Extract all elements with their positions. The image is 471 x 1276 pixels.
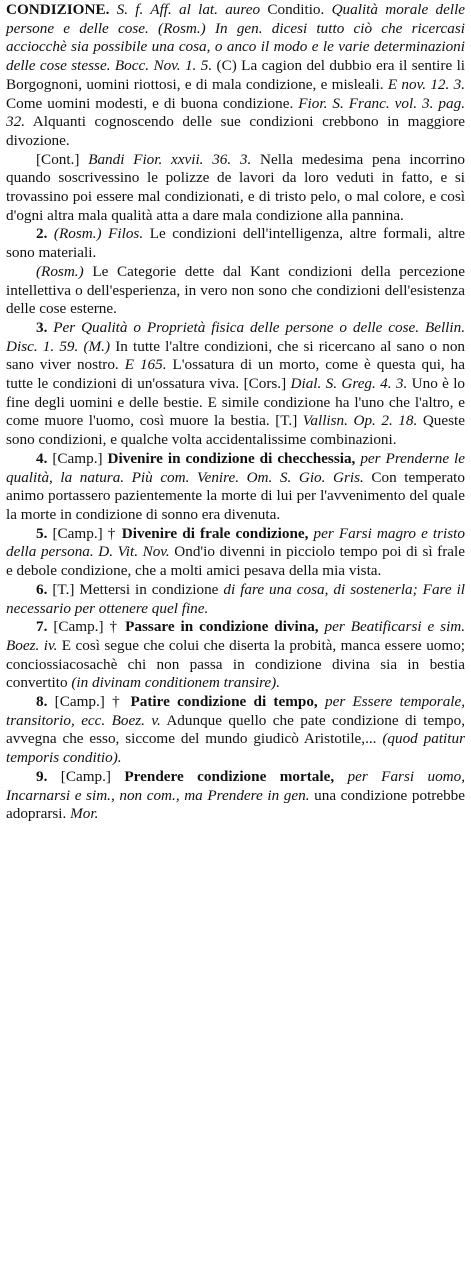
quotation: E così segue che colui che diserta la probità, manca essere uomo; conciossiacosachè chi non passa in condizione divina sia in bestia convertito	[6, 636, 466, 692]
definition-1b: In gen. dicesi tutto ciò che ricercasi acciocchè sia possibile una cosa, o anco il modo e le varie determinazioni delle cose stesse.	[6, 19, 466, 75]
section-8	[6, 693, 465, 768]
phrase: Passare in condizione divina,	[125, 618, 319, 636]
citation: Fior. S. Franc. vol. 3. pag. 32.	[6, 94, 465, 131]
latin-gloss: (in divinam conditionem transire).	[71, 674, 281, 692]
tag: [Camp.]	[52, 524, 103, 542]
definition: per Farsi uomo, Incarnarsi e sim., non com., ma Prendere	[6, 767, 466, 804]
tag: [Cors.]	[243, 375, 287, 393]
text: una condizione potrebbe adoprarsi.	[6, 786, 466, 823]
citation: E nov. 12. 3.	[387, 75, 466, 93]
definition: per Essere temporale, transitorio, ecc.	[6, 693, 466, 729]
section-9	[6, 768, 465, 824]
quotation: La cagion del dubbio era il sentire li Borgognoni, uomini riottosi, e di mala condizione, e misleali.	[6, 57, 466, 93]
citation: Dial. S. Greg. 4. 3.	[290, 375, 408, 393]
label: Filos.	[108, 225, 144, 243]
citation: Om. S. Gio. Gris.	[246, 468, 364, 486]
section-2	[6, 225, 465, 262]
section-4	[6, 450, 465, 525]
quotation: Queste sono condizioni, e qualche volta accidentalissime combinazioni.	[6, 412, 465, 449]
citation: Mor.	[70, 805, 99, 823]
definition-2: in gen.	[267, 786, 310, 804]
section-3	[6, 319, 465, 450]
source: (Rosm.)	[36, 262, 84, 280]
quotation: Con temperato animo portassero pazientemente la morte di lui per l'avvenimento del quale la morte in condizione di sonno era divenuta.	[6, 468, 465, 523]
quotation: Come uomini modesti, e di buona condizione.	[6, 94, 294, 112]
definition: per Farsi magro e tristo della persona.	[6, 524, 465, 561]
citation: Vallisn. Op. 2. 18.	[302, 412, 418, 430]
citation: Bellin. Disc. 1. 59.	[6, 318, 466, 355]
citation: E 165.	[124, 356, 167, 374]
phrase: Mettersi in condizione	[79, 580, 219, 598]
section-7	[6, 618, 465, 693]
tag: [Cont.]	[36, 150, 80, 168]
quotation: Uno è lo fine degli uomini e delle bestie. E simile condizione ha l'uno che l'altro, e come muore l'uomo, così muore la bestia.	[6, 375, 466, 430]
latin-gloss: (quod patitur temporis conditio).	[6, 730, 465, 767]
section-number: 4.	[36, 449, 48, 467]
headword: CONDIZIONE.	[6, 1, 110, 18]
section-5	[6, 525, 465, 581]
dagger-mark: †	[107, 524, 117, 542]
citation: Boez. iv.	[6, 636, 58, 654]
definition: Per Qualità o Proprietà fisica delle persone o delle cose.	[53, 318, 420, 336]
section-number: 8.	[36, 693, 48, 711]
phrase: Divenire di frale condizione,	[121, 524, 309, 542]
tag: [Camp.]	[60, 767, 111, 785]
section-number: 9.	[36, 767, 48, 785]
tag: (C)	[216, 57, 237, 75]
latin-origin: Conditio.	[267, 1, 325, 18]
entry-cont	[6, 151, 465, 226]
quotation: Ond'io divenni in picciolo tempo poi di sì frale e debole condizione, che a molti amici pesava della mia vista.	[6, 543, 466, 580]
section-number: 6.	[36, 580, 48, 598]
quotation: In tutte l'altre condizioni, che si ricercano al sano o non sano viver nostro.	[6, 337, 466, 374]
entry-main	[6, 1, 465, 151]
text: Le condizioni dell'intelligenza, altre formali, altre sono materiali.	[6, 225, 466, 262]
citation: Bandi Fior. xxvii. 36. 3.	[88, 150, 252, 168]
definition: per Prenderne le qualità, la natura. Più com. Venire.	[6, 449, 466, 486]
dagger-mark: †	[112, 693, 124, 711]
tag: (M.)	[83, 337, 111, 355]
source: (Rosm.)	[53, 225, 102, 243]
citation: Bocc. Nov. 1. 5.	[114, 57, 213, 75]
tag: [T.]	[52, 580, 75, 598]
section-number: 7.	[36, 618, 48, 636]
phrase: Patire condizione di tempo,	[130, 693, 318, 711]
quotation: L'ossatura di un morto, come è questa qui, ha tutte le condizioni di un'ossatura viva.	[6, 356, 466, 393]
text: Le Categorie dette dal Kant condizioni della percezione intellettiva o dell'esperienza, in vero non sono che condizioni dell'esistenza delle cose esterne.	[6, 262, 465, 318]
quotation: Adunque quello che pate condizione di tempo, avvegna che esso, siccome del mundo giudicò Aristotile,...	[6, 711, 465, 748]
source-rosm: (Rosm.)	[158, 19, 206, 37]
dagger-mark: †	[109, 618, 120, 636]
tag: [Camp.]	[53, 618, 104, 636]
tag: [Camp.]	[52, 449, 103, 467]
citation: D. Vit. Nov.	[98, 543, 170, 561]
definition: per Beatificarsi e sim.	[324, 618, 466, 636]
citation: Boez. v.	[111, 711, 161, 729]
tag: [Camp.]	[54, 693, 105, 711]
section-number: 5.	[36, 524, 48, 542]
section-2-sub	[6, 263, 465, 319]
grammar-note: S. f. Aff. al lat. aureo	[116, 1, 261, 18]
section-number: 2.	[36, 225, 48, 243]
definition: di fare una cosa, di sostenerla; Fare il necessario per ottenere quel fine.	[6, 580, 466, 617]
section-number: 3.	[36, 318, 48, 336]
tag: [T.]	[275, 412, 298, 430]
phrase: Divenire in condizione di checchessia,	[107, 449, 356, 467]
quotation: Nella medesima pena incorrino quando soscrivessino le polizze de lavori da loro veduti in fatto, e si trovassino poi essere mal condizionati, e di tristo pelo, o mal colore, e così d'ogni altra mala qualità atta a dare mala condizione alla pannina.	[6, 150, 466, 224]
definition-1: Qualità morale delle persone e delle cose.	[6, 1, 466, 37]
phrase: Prendere condizione mortale,	[124, 767, 335, 785]
section-6	[6, 581, 465, 618]
quotation: Alquanti cognoscendo delle sue condizioni crebbono in maggiore divozione.	[6, 113, 466, 149]
